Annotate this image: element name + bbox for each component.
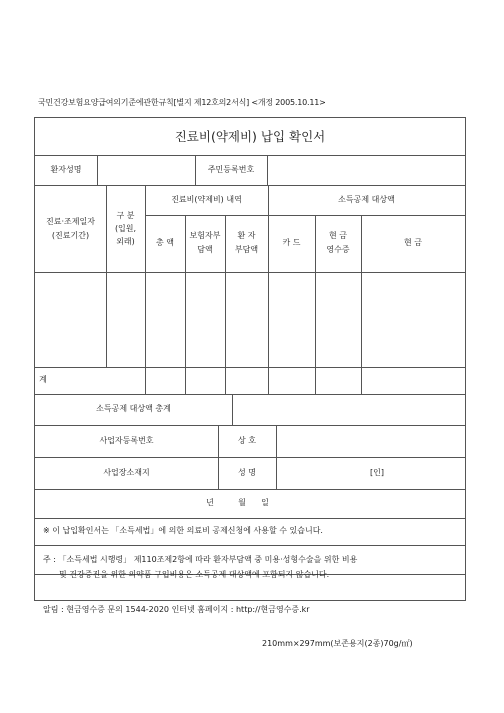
row-divider [35, 518, 465, 519]
col-divider [315, 215, 316, 394]
card-label: 카 드 [282, 238, 301, 247]
seal-mark: [인] [370, 468, 384, 477]
paper-spec-footer: 210mm×297mm(보존용지(2종)70g/㎡) [262, 639, 413, 648]
row-divider [35, 272, 465, 273]
insurer-share-label: 담액 [197, 245, 213, 254]
row-divider [145, 215, 465, 216]
deduction-total-label: 소득공제 대상액 총계 [96, 404, 171, 413]
cash-receipt-label: 영수증 [326, 245, 350, 254]
row-divider [35, 489, 465, 490]
representative-label: 성 명 [238, 468, 256, 477]
col-divider [185, 215, 186, 394]
note-line-2: 및 건강증진을 위한 의약품 구입비용은 소득공제 대상액에 포함되지 않습니다. [59, 570, 330, 579]
business-name-label: 상 호 [238, 436, 256, 445]
category-label: 외래) [116, 237, 135, 246]
treatment-date-label: 진료·조제일자 [46, 217, 95, 226]
row-divider [35, 545, 465, 546]
col-divider [225, 215, 226, 394]
row-divider [35, 367, 465, 368]
note-line-1: 주 : 「소득세법 시행령」 제110조제2항에 따라 환자부담액 중 미용·성형수술을 위한 비용 [43, 555, 358, 564]
receipt-form [34, 117, 466, 614]
cash-label: 현 금 [404, 238, 422, 247]
row-divider [35, 394, 465, 395]
date-day-label: 일 [261, 498, 269, 507]
insurer-share-label: 보험자부 [189, 231, 221, 240]
patient-name-label: 환자성명 [50, 165, 82, 174]
col-divider [97, 155, 98, 185]
total-label: 총 액 [156, 238, 174, 247]
form-header: 국민건강보험요양급여의기준에관한규칙[별지 제12호의2서식] <개정 2005.10.11> [38, 98, 326, 107]
business-number-label: 사업자등록번호 [99, 436, 154, 445]
date-month-label: 월 [238, 498, 246, 507]
row-divider [35, 457, 465, 458]
col-divider [232, 394, 233, 425]
detail-header: 진료비(약제비) 내역 [171, 195, 242, 204]
row-divider [35, 185, 465, 186]
cash-receipt-label: 현 금 [329, 231, 347, 240]
deduction-header: 소득공제 대상액 [338, 195, 395, 204]
usage-note: ※ 이 납입확인서는 「소득세법」에 의한 의료비 공제신청에 사용할 수 있습니다. [43, 526, 323, 535]
resident-number-label: 주민등록번호 [207, 165, 255, 174]
row-divider [35, 155, 465, 156]
business-address-label: 사업장소재지 [103, 468, 150, 477]
patient-share-label: 환 자 [237, 231, 256, 240]
col-divider [145, 185, 146, 394]
patient-share-label: 부담액 [234, 245, 259, 254]
treatment-period-label: (진료기간) [51, 231, 90, 240]
notice-line: 알림 : 현금영수증 문의 1544-2020 인터넷 홈페이지 : http://현금영수증.kr [43, 605, 310, 614]
form-title: 진료비(약제비) 납입 확인서 [174, 129, 326, 144]
category-label: (입원, [114, 224, 137, 233]
col-divider [218, 425, 219, 489]
col-divider [268, 185, 269, 394]
category-label: 구 분 [116, 211, 135, 220]
col-divider [276, 425, 277, 489]
row-divider [35, 425, 465, 426]
col-divider [267, 155, 268, 185]
sum-label: 계 [39, 375, 47, 384]
date-year-label: 년 [206, 498, 214, 507]
